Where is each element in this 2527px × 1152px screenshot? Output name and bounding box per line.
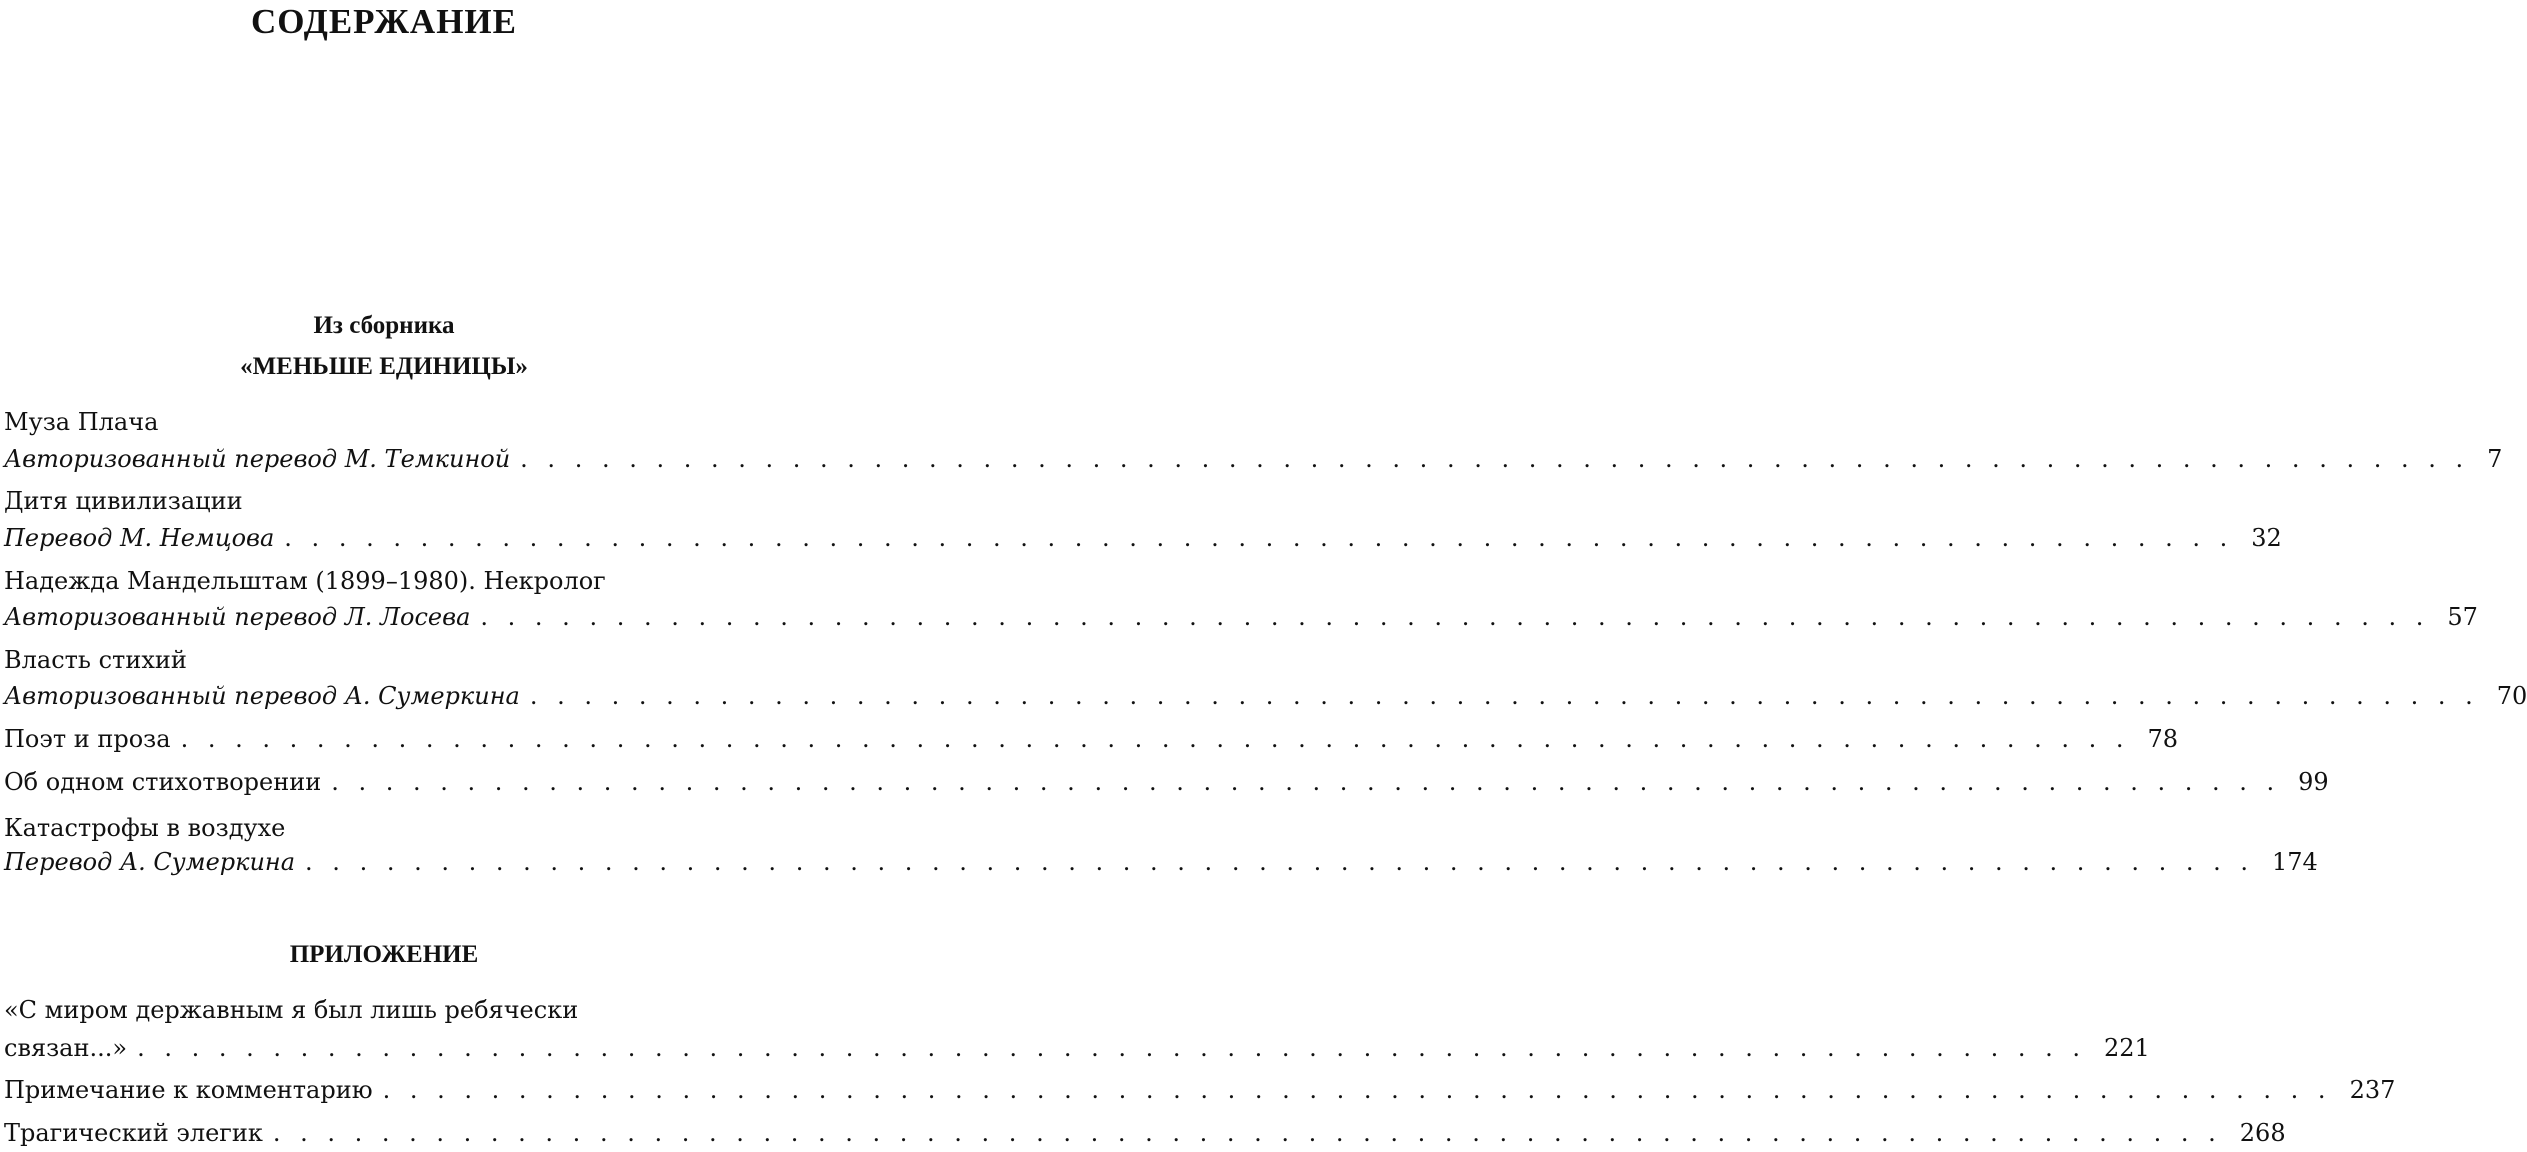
toc-entry[interactable] xyxy=(4,1073,2396,1107)
entry-translator: Авторизованный перевод М. Темкиной xyxy=(4,445,511,473)
toc-entry-title xyxy=(4,484,762,518)
toc-entry-title xyxy=(4,405,762,439)
entry-title: Надежда Мандельштам (1899–1980). Некролог xyxy=(4,567,606,595)
toc-entry-title xyxy=(4,811,762,845)
dot-leader: . . . . . . . . . . . . . . . . . . . . . . . . . . . . . . . . . . . . . . . . . . . . . . . . . . . . . . . . . . . . . . . . . . . . . . . . xyxy=(480,603,2430,631)
page-number: 70 xyxy=(2496,682,2527,710)
entry-title: «С миром державным я был лишь ребячески xyxy=(4,996,579,1024)
section-heading-collection-name: «МЕНЬШЕ ЕДИНИЦЫ» xyxy=(240,353,528,380)
toc-entry-title xyxy=(4,564,762,598)
entry-translator: Авторизованный перевод Л. Лосева xyxy=(4,603,471,631)
toc-entry[interactable] xyxy=(4,521,2282,555)
entry-translator: Перевод А. Сумеркина xyxy=(4,848,296,876)
entry-title: Об одном стихотворении xyxy=(4,768,322,796)
entry-translator: Авторизованный перевод А. Сумеркина xyxy=(4,682,520,710)
toc-entry[interactable] xyxy=(4,442,2503,476)
entry-title: Поэт и проза xyxy=(4,725,171,753)
page-number: 32 xyxy=(2251,524,2282,552)
dot-leader: . . . . . . . . . . . . . . . . . . . . . . . . . . . . . . . . . . . . . . . . . . . . . . . . . . . . . . . . . . . . . . . . . . . . . . . . xyxy=(529,682,2479,710)
entry-title: Власть стихий xyxy=(4,646,187,674)
dot-leader: . . . . . . . . . . . . . . . . . . . . . . . . . . . . . . . . . . . . . . . . . . . . . . . . . . . . . . . . . . . . . . . . . . . . . . . . xyxy=(180,725,2130,753)
section-heading-from-collection: Из сборника xyxy=(313,312,455,339)
toc-entry[interactable] xyxy=(4,679,2527,713)
page-number: 99 xyxy=(2298,768,2329,796)
entry-title: Дитя цивилизации xyxy=(4,487,243,515)
section-heading-appendix: ПРИЛОЖЕНИЕ xyxy=(289,941,479,968)
dot-leader: . . . . . . . . . . . . . . . . . . . . . . . . . . . . . . . . . . . . . . . . . . . . . . . . . . . . . . . . . . . . . . . . . . . . . . . . xyxy=(382,1076,2332,1104)
dot-leader: . . . . . . . . . . . . . . . . . . . . . . . . . . . . . . . . . . . . . . . . . . . . . . . . . . . . . . . . . . . . . . . . . . . . . . . . xyxy=(305,848,2254,876)
entry-title: Примечание к комментарию xyxy=(4,1076,373,1104)
toc-entry[interactable] xyxy=(4,1116,2286,1150)
page-title: СОДЕРЖАНИЕ xyxy=(250,2,517,41)
dot-leader: . . . . . . . . . . . . . . . . . . . . . . . . . . . . . . . . . . . . . . . . . . . . . . . . . . . . . . . . . . . . . . . . . . . . . . . . xyxy=(331,768,2281,796)
page-number: 237 xyxy=(2349,1076,2396,1104)
page-number: 7 xyxy=(2487,445,2503,473)
entry-title: Муза Плача xyxy=(4,408,159,436)
toc-entry[interactable] xyxy=(4,600,2478,634)
page-number: 268 xyxy=(2239,1119,2286,1147)
page-number: 78 xyxy=(2147,725,2179,753)
entry-title: Трагический элегик xyxy=(4,1119,263,1147)
toc-entry[interactable] xyxy=(4,1031,2150,1065)
toc-entry[interactable] xyxy=(4,845,2318,879)
toc-entry[interactable] xyxy=(4,765,2329,799)
entry-title: Катастрофы в воздухе xyxy=(4,814,286,842)
toc-entry-title xyxy=(4,993,762,1027)
dot-leader: . . . . . . . . . . . . . . . . . . . . . . . . . . . . . . . . . . . . . . . . . . . . . . . . . . . . . . . . . . . . . . . . . . . . . . . . xyxy=(272,1119,2222,1147)
dot-leader: . . . . . . . . . . . . . . . . . . . . . . . . . . . . . . . . . . . . . . . . . . . . . . . . . . . . . . . . . . . . . . . . . . . . . . . . xyxy=(137,1034,2086,1062)
page-number: 221 xyxy=(2104,1034,2150,1062)
toc-entry[interactable] xyxy=(4,722,2179,756)
dot-leader: . . . . . . . . . . . . . . . . . . . . . . . . . . . . . . . . . . . . . . . . . . . . . . . . . . . . . . . . . . . . . . . . . . . . . . . . xyxy=(284,524,2234,552)
toc-entry-title xyxy=(4,643,762,677)
entry-translator: Перевод М. Немцова xyxy=(4,524,275,552)
page-number: 174 xyxy=(2271,848,2318,876)
entry-title-continued: связан...» xyxy=(4,1034,128,1062)
dot-leader: . . . . . . . . . . . . . . . . . . . . . . . . . . . . . . . . . . . . . . . . . . . . . . . . . . . . . . . . . . . . . . . . . . . . . . . . xyxy=(520,445,2470,473)
page-number: 57 xyxy=(2447,603,2478,631)
